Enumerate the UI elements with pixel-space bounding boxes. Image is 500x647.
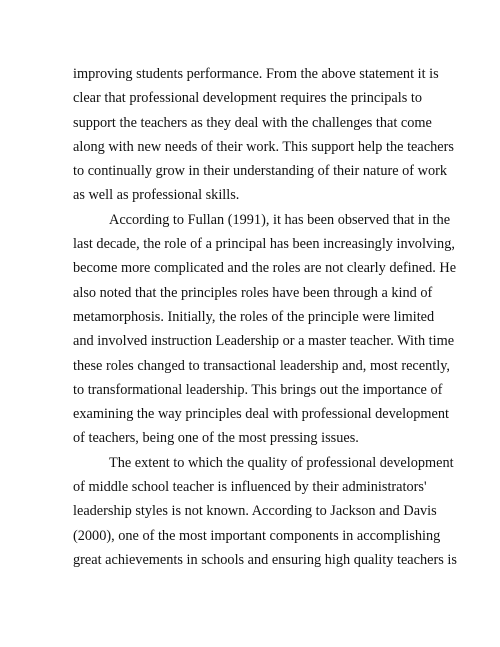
paragraph-2-line-4: also noted that the principles roles have been through a kind of <box>73 284 433 301</box>
paragraph-2-line-10: of teachers, being one of the most pressing issues. <box>73 430 359 447</box>
paragraph-1-line-4: along with new needs of their work. This support help the teachers <box>73 138 454 155</box>
paragraph-2-line-9: examining the way principles deal with professional development <box>73 406 449 423</box>
paragraph-3-line-4: (2000), one of the most important components in accomplishing <box>73 527 441 544</box>
paragraph-1-line-2: clear that professional development requires the principals to <box>73 90 422 107</box>
paragraph-1-line-6: as well as professional skills. <box>73 187 240 204</box>
paragraph-2-line-5: metamorphosis. Initially, the roles of the principle were limited <box>73 308 435 325</box>
paragraph-2-line-6: and involved instruction Leadership or a master teacher. With time <box>73 333 455 350</box>
paragraph-1-line-3: support the teachers as they deal with the challenges that come <box>73 114 432 131</box>
paragraph-1-line-5: to continually grow in their understanding of their nature of work <box>73 163 448 180</box>
paragraph-3-line-3: leadership styles is not known. According to Jackson and Davis <box>73 503 437 520</box>
paragraph-2-line-8: to transformational leadership. This brings out the importance of <box>73 381 443 398</box>
paragraph-2-line-2: last decade, the role of a principal has been increasingly involving, <box>73 236 455 253</box>
paragraph-2-line-1: According to Fullan (1991), it has been observed that in the <box>109 211 451 228</box>
paragraph-2-line-3: become more complicated and the roles are not clearly defined. He <box>73 260 457 277</box>
paragraph-3-line-1: The extent to which the quality of professional development <box>109 454 454 471</box>
paragraph-3-line-2: of middle school teacher is influenced by their administrators' <box>73 479 427 496</box>
paragraph-2-line-7: these roles changed to transactional leadership and, most recently, <box>73 357 451 374</box>
paragraph-1-line-1: improving students performance. From the above statement it is <box>73 66 439 82</box>
body-text <box>73 62 457 572</box>
paragraph-3-line-5: great achievements in schools and ensuring high quality teachers is <box>73 551 457 568</box>
